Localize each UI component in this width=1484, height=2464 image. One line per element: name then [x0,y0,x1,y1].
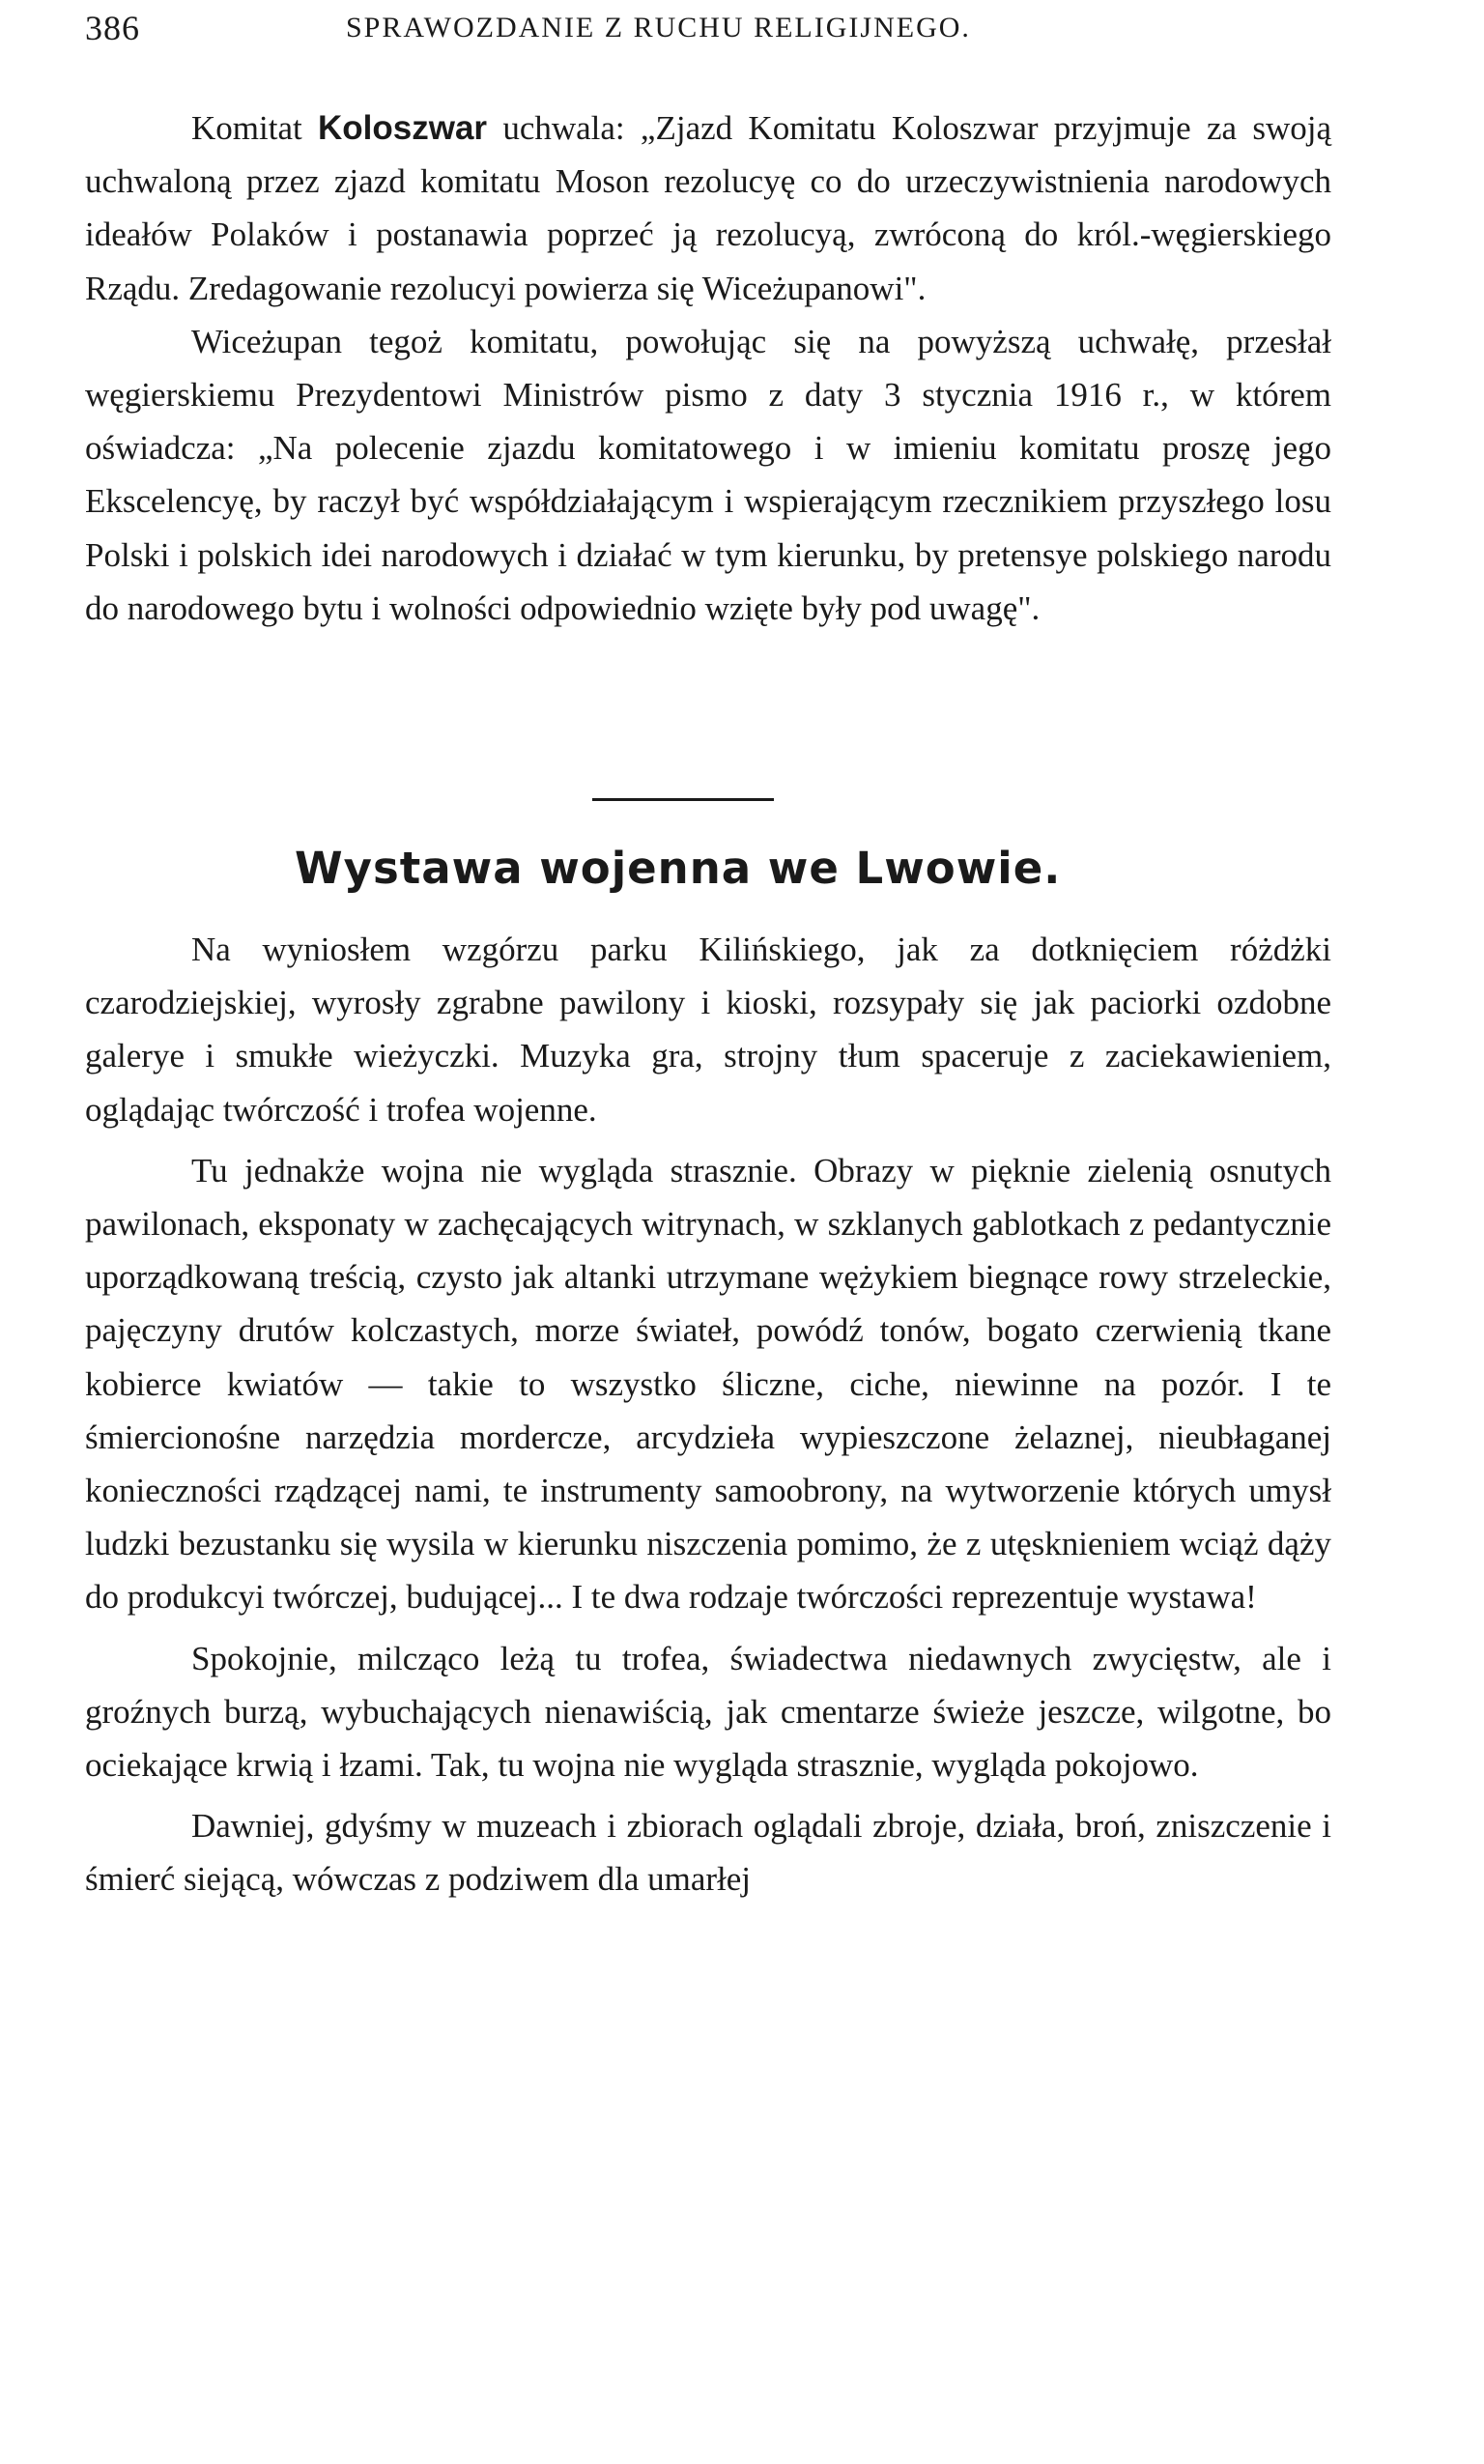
war-exhibition-article [85,923,1331,1906]
resolution-section [85,101,1331,635]
article-paragraph-4: Dawniej, gdyśmy w muzeach i zbiorach oglądali zbroje, działa, broń, zniszczenie i śmierć siejącą, wówczas z podziwem dla umarłej [85,1807,1331,1899]
running-title: SPRAWOZDANIE Z RUCHU RELIGIJNEGO. [346,12,971,43]
paragraph-rest: uchwala: „Zjazd Komitatu Koloszwar przyjmuje za swoją uchwaloną przez zjazd komitatu Moson rezolucyę co do urzeczywistnienia narodowych ideałów Polaków i postanawia poprzeć ją rezolucyą, zwróconą do król.-węgierskiego Rządu. Zredagowanie rezolucyi powierza się Wiceżupanowi". [85,109,1331,307]
paragraph-lead: Komitat [191,109,318,147]
section-divider [592,798,774,801]
paragraph-koloszwar-resolution [85,101,1331,315]
article-paragraph-2: Tu jednakże wojna nie wygląda strasznie. Obrazy w pięknie zielenią osnutych pawilonach, eksponaty w zachęcających witrynach, w szklanych gablotkach z pedantycznie uporządkowaną treścią, czysto jak altanki utrzymane wężykiem biegnące rowy strzeleckie, pajęczyny drutów kolczastych, morze świateł, powódź tonów, bogato czerwienią tkane kobierce kwiatów — takie to wszystko śliczne, ciche, niewinne na pozór. I te śmiercionośne narzędzia mordercze, arcydzieła wypieszczone żelaznej, nieubłaganej konieczności rządzącej nami, te instrumenty samoobrony, na wytworzenie których umysł ludzki bezustanku się wysila w kierunku niszczenia pomimo, że z utęsknieniem wciąż dąży do produkcyi twórczej, budującej... I te dwa rodzaje twórczości reprezentuje wystawa! [85,1151,1331,1617]
page-number: 386 [85,9,140,47]
article-paragraph-1: Na wyniosłem wzgórzu parku Kilińskiego, jak za dotknięciem różdżki czarodziejskiej, wyrosły zgrabne pawilony i kioski, rozsypały się jak paciorki ozdobne galerye i smukłe wieżyczki. Muzyka gra, strojny tłum spaceruje z zaciekawieniem, oglądając twórczość i trofea wojenne. [85,931,1331,1129]
section-heading: Wystawa wojenna we Lwowie. [295,843,1062,894]
komitat-name: Koloszwar [318,109,488,147]
running-header [85,8,1331,66]
article-paragraph-3: Spokojnie, milcząco leżą tu trofea, świadectwa niedawnych zwycięstw, ale i groźnych burzą, wybuchających nienawiścią, jak cmentarze świeże jeszcze, wilgotne, bo ociekające krwią i łzami. Tak, tu wojna nie wygląda strasznie, wygląda pokojowo. [85,1639,1331,1785]
paragraph-vice-zupan-letter: Wiceżupan tegoż komitatu, powołując się na powyższą uchwałę, przesłał węgierskiemu Prezydentowi Ministrów pismo z daty 3 stycznia 1916 r., w którem oświadcza: „Na polecenie zjazdu komitatowego i w imieniu komitatu proszę jego Ekscelencyę, by raczył być współdziałającym i wspierającym rzecznikiem przyszłego losu Polski i polskich idei narodowych i działać w tym kierunku, by pretensye polskiego narodu do narodowego bytu i wolności odpowiednio wzięte były pod uwagę". [85,322,1331,627]
